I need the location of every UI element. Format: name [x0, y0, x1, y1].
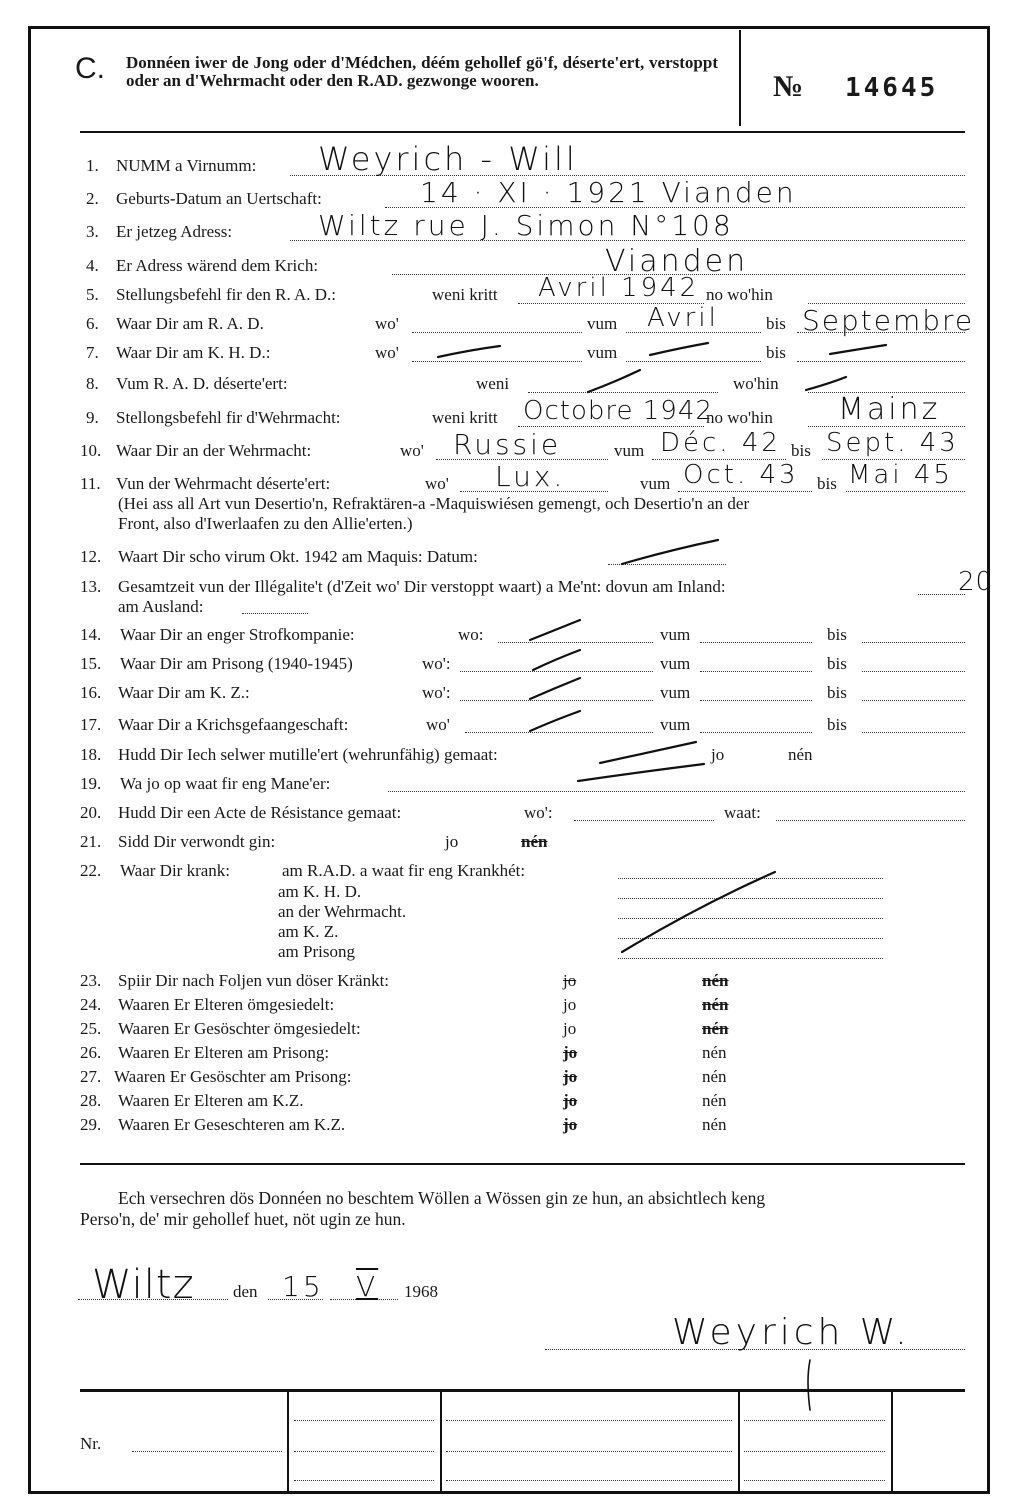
footer-line-b2 [446, 1451, 732, 1452]
item-24-nen: nén [702, 995, 729, 1014]
section-letter: C. [75, 52, 105, 85]
item-2-value: 14 · XI · 1921 Vianden [420, 176, 797, 209]
item-20-wo: wo': [524, 803, 553, 822]
item-22-sub-4: am K. Z. [278, 922, 339, 941]
form-title: Donnéen iwer de Jong oder d'Médchen, déém gehollef gö'f, déserte'ert, verstoppt oder an d'Wehrmacht oder den R.AD. gezwonge wooren. [126, 53, 718, 90]
item-6-wo: wo' [375, 314, 399, 333]
item-16-wo: wo': [422, 683, 451, 702]
footer-col-4 [891, 1391, 893, 1494]
item-19-number: 19. [80, 774, 102, 793]
item-15-bis: bis [827, 654, 847, 673]
date-month: V [356, 1270, 379, 1303]
item-15-vum: vum [660, 654, 691, 673]
item-28-label: Waaren Er Elteren am K.Z. [118, 1091, 304, 1110]
footer-line-c2 [744, 1451, 885, 1452]
item-6-number: 6. [86, 314, 99, 333]
item-13-label: Gesamtzeit vun der Illégalite't (d'Zeit wo' Dir verstoppt waart) a Me'nt: dovun am Inland: [118, 577, 726, 596]
footer-col-1 [287, 1391, 289, 1494]
item-12-line [608, 564, 726, 565]
item-14-number: 14. [80, 625, 102, 644]
item-9-label: Stellongsbefehl fir d'Wehrmacht: [116, 408, 341, 427]
footer-line-a1 [294, 1420, 434, 1421]
item-21-jo: jo [445, 832, 459, 851]
item-16-number: 16. [80, 683, 102, 702]
item-25-jo: jo [563, 1019, 577, 1038]
item-11-bis: bis [817, 474, 837, 493]
item-27-label: Waaren Er Gesöschter am Prisong: [114, 1067, 352, 1086]
item-17-number: 17. [80, 715, 102, 734]
item-5-weni-value: Avril 1942 [538, 273, 700, 303]
item-11-bis-line [846, 491, 965, 492]
item-8-number: 8. [86, 374, 99, 393]
item-7-bis-line [797, 361, 965, 362]
item-26-number: 26. [80, 1043, 102, 1062]
item-3-value: Wiltz rue J. Simon N°108 [318, 209, 734, 242]
item-6-bis: bis [766, 314, 786, 333]
item-15-wo: wo': [422, 654, 451, 673]
item-20-wo-line [574, 820, 714, 821]
item-21-label: Sidd Dir verwondt gin: [118, 832, 276, 851]
footer-line-c3 [744, 1480, 885, 1481]
item-9-wohin-value: Mainz [838, 392, 941, 427]
item-28-jo: jo [563, 1091, 578, 1110]
item-10-vum-value: Déc. 42 [660, 428, 781, 458]
item-21-nen: nén [521, 832, 548, 851]
item-15-label: Waar Dir am Prisong (1940-1945) [120, 654, 353, 673]
header-divider [739, 30, 741, 126]
item-14-label: Waar Dir an enger Strofkompanie: [120, 625, 355, 644]
item-21-number: 21. [80, 832, 102, 851]
footer-line-a3 [294, 1480, 434, 1481]
item-12-number: 12. [80, 547, 102, 566]
item-8-weni-line [528, 392, 718, 393]
item-7-wo-line [412, 361, 582, 362]
item-8-wohin: wo'hin [733, 374, 779, 393]
item-20-waat-line [776, 820, 965, 821]
item-24-jo: jo [563, 995, 577, 1014]
signature-handwritten: Weyrich W. [672, 1312, 911, 1353]
item-22-sub-2: am K. H. D. [278, 882, 362, 901]
item-29-label: Waaren Er Geseschteren am K.Z. [118, 1115, 346, 1134]
item-11-bis-value: Mai 45 [848, 460, 953, 490]
item-7-label: Waar Dir am K. H. D.: [116, 343, 271, 362]
item-11-vum-line [678, 491, 812, 492]
item-22-sub-1: am R.A.D. a waat fir eng Krankhét: [282, 861, 526, 880]
item-6-label: Waar Dir am R. A. D. [116, 314, 264, 333]
declaration-line-1: Ech versechren dös Donnéen no beschtem Wöllen a Wössen gin ze hun, an absichtlech keng [118, 1188, 766, 1208]
item-10-bis: bis [791, 441, 811, 460]
footer-nr-label: Nr. [80, 1434, 102, 1453]
item-9-wohin: no wo'hin [706, 408, 773, 427]
item-10-bis-value: Sept. 43 [826, 428, 959, 458]
item-6-bis-value: Septembre [802, 304, 975, 337]
item-17-wo-line [465, 732, 653, 733]
item-22-line-1 [618, 878, 883, 879]
item-29-number: 29. [80, 1115, 102, 1134]
item-20-label: Hudd Dir een Acte de Résistance gemaat: [118, 803, 402, 822]
item-12-label: Waart Dir scho virum Okt. 1942 am Maquis: Datum: [118, 547, 478, 566]
item-10-vum: vum [614, 441, 645, 460]
item-18-number: 18. [80, 745, 102, 764]
item-11-note-2: Front, also d'Iwerlaafen zu den Allie'erten.) [118, 514, 413, 533]
item-27-jo: jo [563, 1067, 578, 1086]
item-22-number: 22. [80, 861, 102, 880]
item-26-nen: nén [702, 1043, 727, 1062]
item-18-label: Hudd Dir Iech selwer mutille'ert (wehrunfähig) gemaat: [118, 745, 498, 764]
place-handwritten: Wiltz [92, 1262, 195, 1308]
item-17-vum-line [700, 732, 812, 733]
item-8-label: Vum R. A. D. déserte'ert: [116, 374, 288, 393]
item-16-vum: vum [660, 683, 691, 702]
item-25-label: Waaren Er Gesöschter ömgesiedelt: [118, 1019, 361, 1038]
item-4-number: 4. [86, 256, 99, 275]
item-5-wohin: no wo'hin [706, 285, 773, 304]
item-15-bis-line [862, 671, 965, 672]
footer-line-a2 [294, 1451, 434, 1452]
item-17-bis: bis [827, 715, 847, 734]
item-1-label: NUMM a Virnumm: [116, 156, 257, 175]
footer-col-3 [738, 1391, 740, 1494]
item-18-nen: nén [788, 745, 813, 764]
item-1-number: 1. [86, 156, 99, 175]
footer-line-b3 [446, 1480, 732, 1481]
declaration-line-2: Perso'n, de' mir gehollef huet, nöt ugin ze hun. [80, 1209, 406, 1229]
item-29-jo: jo [563, 1115, 578, 1134]
item-14-wo-line [498, 642, 653, 643]
item-6-vum-value: Avril [647, 303, 719, 333]
item-4-value: Vianden [605, 244, 749, 279]
footer-line-c1 [744, 1420, 885, 1421]
item-13-inland-value: 20 [958, 567, 994, 597]
footer-nr-line [132, 1451, 282, 1452]
item-22-line-4 [618, 938, 883, 939]
item-15-number: 15. [80, 654, 102, 673]
item-5-number: 5. [86, 285, 99, 304]
item-23-label: Spiir Dir nach Foljen vun döser Kränkt: [118, 971, 390, 990]
item-2-number: 2. [86, 189, 99, 208]
item-7-vum-line [626, 361, 761, 362]
item-7-wo: wo' [375, 343, 399, 362]
item-4-label: Er Adress wärend dem Krich: [116, 256, 319, 275]
item-15-wo-line [460, 671, 653, 672]
item-20-number: 20. [80, 803, 102, 822]
item-23-number: 23. [80, 971, 102, 990]
item-5-weni: weni kritt [432, 285, 498, 304]
item-11-number: 11. [80, 474, 101, 493]
item-20-waat: waat: [724, 803, 761, 822]
number-label: № [773, 70, 804, 103]
item-2-label: Geburts-Datum an Uertschaft: [116, 189, 322, 208]
item-11-wo: wo' [425, 474, 449, 493]
item-22-sub-5: am Prisong [278, 942, 355, 961]
footer-line-b1 [446, 1420, 732, 1421]
item-11-wo-value: Lux. [495, 460, 566, 493]
item-14-vum-line [700, 642, 812, 643]
item-9-weni: weni kritt [432, 408, 498, 427]
item-7-vum: vum [587, 343, 618, 362]
item-3-number: 3. [86, 222, 99, 241]
item-9-number: 9. [86, 408, 99, 427]
item-16-bis-line [862, 700, 965, 701]
item-14-wo: wo: [458, 625, 484, 644]
item-16-vum-line [700, 700, 812, 701]
item-14-vum: vum [660, 625, 691, 644]
item-6-wo-line [412, 332, 582, 333]
item-16-wo-line [460, 700, 653, 701]
item-23-jo: jo [563, 971, 577, 990]
date-den: den [233, 1282, 258, 1301]
item-25-nen: nén [702, 1019, 729, 1038]
item-19-line [388, 791, 965, 792]
item-27-nen: nén [702, 1067, 727, 1086]
section-rule [80, 1163, 965, 1165]
item-22-sub-3: an der Wehrmacht. [278, 902, 407, 921]
item-10-number: 10. [80, 441, 102, 460]
item-1-value: Weyrich - Will [318, 140, 578, 178]
form-number: 14645 [845, 73, 939, 103]
item-17-bis-line [862, 732, 965, 733]
footer-rule [80, 1389, 965, 1392]
item-11-note-1: (Hei ass all Art vun Desertio'n, Refraktären-a -Maquiswiésen gemengt, och Desertio'n an der [118, 494, 750, 513]
item-9-weni-line [518, 426, 704, 427]
item-26-jo: jo [563, 1043, 578, 1062]
item-22-label: Waar Dir krank: [120, 861, 231, 880]
item-24-number: 24. [80, 995, 102, 1014]
item-11-vum: vum [640, 474, 671, 493]
item-10-wo: wo' [400, 441, 424, 460]
item-24-label: Waaren Er Elteren ömgesiedelt: [118, 995, 335, 1014]
item-28-number: 28. [80, 1091, 102, 1110]
item-13-number: 13. [80, 577, 102, 596]
item-23-nen: nén [702, 971, 729, 990]
item-11-vum-value: Oct. 43 [683, 460, 799, 490]
item-26-label: Waaren Er Elteren am Prisong: [118, 1043, 330, 1062]
header-rule [80, 131, 965, 133]
item-14-bis: bis [827, 625, 847, 644]
item-16-label: Waar Dir am K. Z.: [118, 683, 250, 702]
item-13-label-2: am Ausland: [118, 597, 204, 616]
item-27-number: 27. [80, 1067, 102, 1086]
item-8-weni: weni [476, 374, 510, 393]
item-13-ausland-line [242, 613, 308, 614]
item-3-label: Er jetzeg Adress: [116, 222, 233, 241]
item-7-number: 7. [86, 343, 99, 362]
item-28-nen: nén [702, 1091, 727, 1110]
item-17-label: Waar Dir a Krichsgefaangeschaft: [118, 715, 349, 734]
item-29-nen: nén [702, 1115, 727, 1134]
date-year: 1968 [404, 1282, 438, 1301]
item-6-vum: vum [587, 314, 618, 333]
item-5-label: Stellungsbefehl fir den R. A. D.: [116, 285, 337, 304]
item-22-line-3 [618, 918, 883, 919]
item-9-weni-value: Octobre 1942 [523, 396, 713, 426]
item-17-vum: vum [660, 715, 691, 734]
item-22-line-5 [618, 958, 883, 959]
item-19-label: Wa jo op waat fir eng Mane'er: [120, 774, 331, 793]
item-7-bis: bis [766, 343, 786, 362]
footer-col-2 [440, 1391, 442, 1494]
item-15-vum-line [700, 671, 812, 672]
item-11-label: Vun der Wehrmacht déserte'ert: [116, 474, 331, 493]
item-16-bis: bis [827, 683, 847, 702]
item-18-jo: jo [711, 745, 725, 764]
date-day: 15 [282, 1270, 324, 1303]
item-10-label: Waar Dir an der Wehrmacht: [116, 441, 312, 460]
item-17-wo: wo' [426, 715, 450, 734]
item-14-bis-line [862, 642, 965, 643]
item-10-wo-value: Russie [453, 428, 562, 461]
item-25-number: 25. [80, 1019, 102, 1038]
item-22-line-2 [618, 898, 883, 899]
